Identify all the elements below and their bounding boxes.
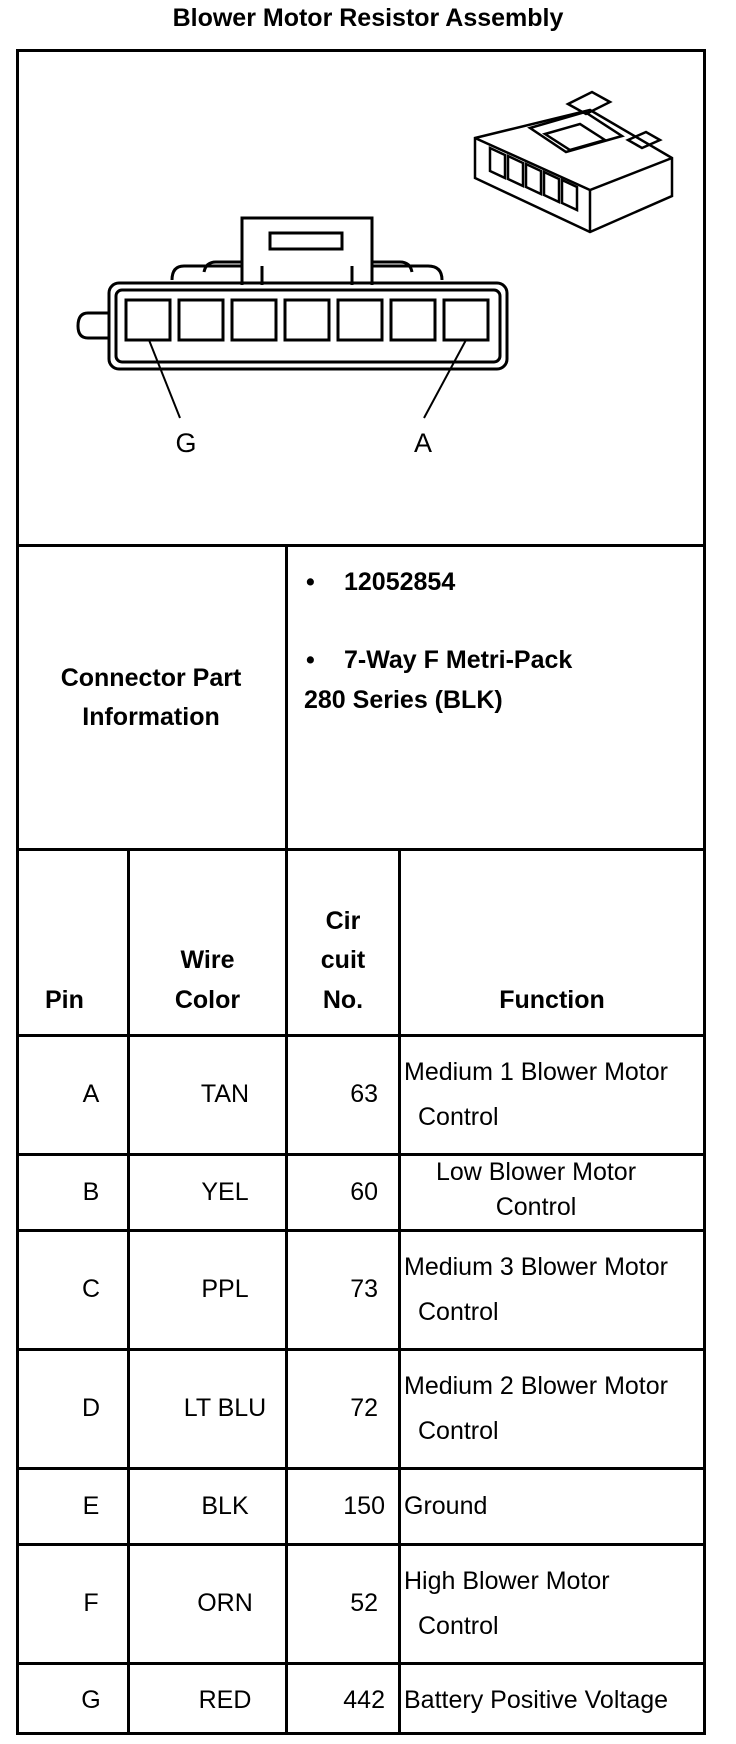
row-g-color: RED	[198, 1686, 252, 1714]
row-g-pin: G	[81, 1686, 101, 1714]
divider-row-c	[16, 1348, 706, 1351]
row-f-pin: F	[83, 1589, 99, 1617]
row-d-circuit: 72	[350, 1394, 378, 1422]
row-a-function-line1: Medium 1 Blower Motor	[404, 1058, 668, 1086]
cavity-g	[126, 300, 170, 340]
header-circuit-line2: cuit	[320, 946, 366, 974]
divider-row-e	[16, 1543, 706, 1546]
row-d-pin: D	[81, 1394, 101, 1422]
row-f-function-line1: High Blower Motor	[404, 1567, 610, 1595]
leader-lines	[149, 340, 466, 418]
bullet-part-number: •	[306, 568, 315, 596]
connector-part-desc-line2: 280 Series (BLK)	[304, 686, 503, 714]
header-function: Function	[499, 986, 605, 1014]
cavity-f	[179, 300, 223, 340]
row-b-function-line1: Low Blower Motor	[435, 1158, 637, 1186]
divider-diagram-bottom	[16, 544, 706, 547]
row-c-pin: C	[81, 1275, 101, 1303]
row-e-pin: E	[82, 1492, 100, 1520]
row-a-pin: A	[82, 1080, 100, 1108]
row-d-function-line1: Medium 2 Blower Motor	[404, 1372, 668, 1400]
row-c-color: PPL	[201, 1275, 249, 1303]
header-circuit-line3: No.	[322, 986, 364, 1014]
header-pin: Pin	[45, 986, 84, 1014]
row-c-function-line1: Medium 3 Blower Motor	[404, 1253, 668, 1281]
row-d-function-line2: Control	[418, 1417, 499, 1445]
connector-info-label-line2: Information	[82, 703, 220, 731]
row-e-function-line1: Ground	[404, 1492, 488, 1520]
connector-part-number: 12052854	[344, 568, 456, 596]
divider-info-bottom	[16, 848, 706, 851]
connector-info-label-line1: Connector Part	[60, 664, 242, 692]
header-wire-line1: Wire	[180, 946, 235, 974]
pin-label-g: G	[175, 428, 197, 458]
row-c-function-line2: Control	[418, 1298, 499, 1326]
row-f-color: ORN	[197, 1589, 253, 1617]
divider-header-bottom	[16, 1034, 706, 1037]
connector-thumbnail-icon	[475, 92, 672, 232]
cavity-c	[338, 300, 382, 340]
row-e-circuit: 150	[343, 1492, 385, 1520]
pin-label-a: A	[413, 428, 433, 458]
cavity-a	[444, 300, 488, 340]
row-b-circuit: 60	[350, 1178, 378, 1206]
row-d-color: LT BLU	[183, 1394, 267, 1422]
header-wire-line2: Color	[174, 986, 241, 1014]
row-b-color: YEL	[201, 1178, 249, 1206]
divider-info-column	[285, 544, 288, 851]
row-c-circuit: 73	[350, 1275, 378, 1303]
divider-row-a	[16, 1153, 706, 1156]
row-a-color: TAN	[200, 1080, 250, 1108]
pin-cavities	[126, 300, 488, 340]
document-title: Blower Motor Resistor Assembly	[172, 4, 564, 32]
cavity-b	[391, 300, 435, 340]
connector-part-desc-line1: 7-Way F Metri-Pack	[344, 646, 573, 674]
row-a-function-line2: Control	[418, 1103, 499, 1131]
row-a-circuit: 63	[350, 1080, 378, 1108]
row-f-circuit: 52	[350, 1589, 378, 1617]
divider-row-b	[16, 1229, 706, 1232]
divider-col-circuit	[398, 848, 401, 1735]
header-circuit-line1: Cir	[325, 907, 361, 935]
row-f-function-line2: Control	[418, 1612, 499, 1640]
row-g-circuit: 442	[343, 1686, 385, 1714]
bullet-part-desc: •	[306, 646, 315, 674]
connector-diagram	[0, 0, 736, 544]
row-g-function-line1: Battery Positive Voltage	[404, 1686, 669, 1714]
divider-row-f	[16, 1662, 706, 1665]
row-e-color: BLK	[201, 1492, 249, 1520]
cavity-d	[285, 300, 329, 340]
row-b-function-line2: Control	[495, 1193, 577, 1221]
row-b-pin: B	[82, 1178, 100, 1206]
cavity-e	[232, 300, 276, 340]
divider-row-d	[16, 1467, 706, 1470]
